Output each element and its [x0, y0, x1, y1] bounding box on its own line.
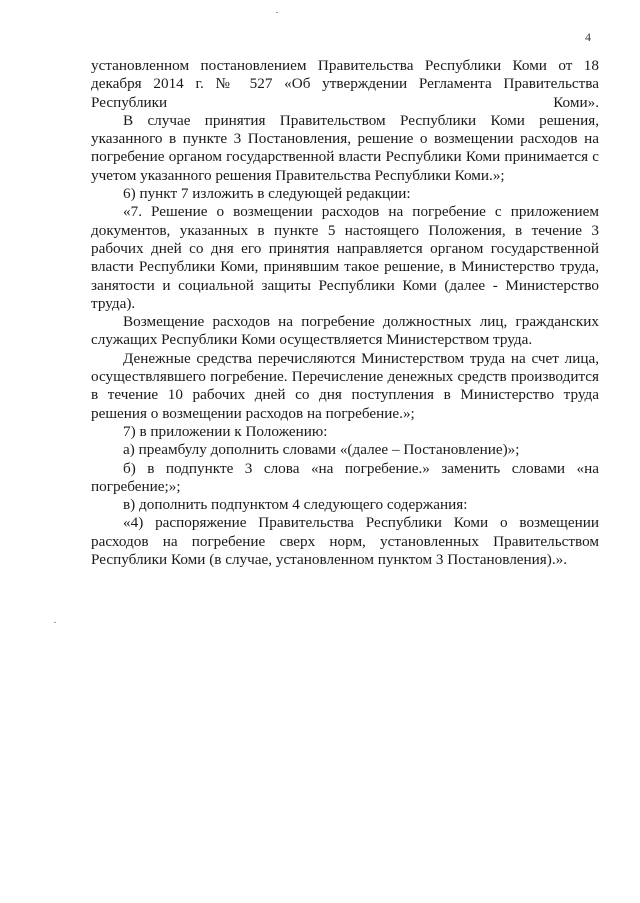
paragraph-reimbursement: Возмещение расходов на погребение должностных лиц, гражданских служащих Республики Коми осуществляется Министерством труда. — [91, 313, 599, 349]
paragraph-item-6: 6) пункт 7 изложить в следующей редакции: — [123, 185, 411, 203]
paragraph-item-7: 7) в приложении к Положению: — [123, 422, 328, 440]
page-number: 4 — [585, 30, 591, 44]
paragraph-subitem-v: в) дополнить подпунктом 4 следующего содержания: — [123, 496, 468, 514]
scan-speck — [276, 12, 278, 13]
paragraph-funds-transfer: Денежные средства перечисляются Министерством труда на счет лица, осуществлявшего погребение. Перечисление денежных средств производится в течение 10 рабочих дней со дня поступления в Министерство труда решения о возмещении расходов на погребение.»; — [91, 349, 599, 422]
scan-speck — [54, 622, 56, 623]
paragraph-subitem-b: б) в подпункте 3 слова «на погребение.» заменить словами «на погребение;»; — [91, 459, 599, 495]
paragraph-subitem-4: «4) распоряжение Правительства Республики Коми о возмещении расходов на погребение сверх норм, установленных Правительством Республики Коми (в случае, установленном пунктом 3 Постановления).». — [91, 514, 599, 569]
paragraph-government-decision: В случае принятия Правительством Республики Коми решения, указанного в пункте 3 Постановления, решение о возмещении расходов на погребение органом государственной власти Республики Коми принимается с учетом указанного решения Правительства Республики Коми.»; — [91, 111, 599, 184]
paragraph-continuation: установленном постановлением Правительства Республики Коми от 18 декабря 2014 г. № 527 «Об утверждении Регламента Правительства Республики Коми». — [91, 57, 599, 111]
paragraph-subitem-a: а) преамбулу дополнить словами «(далее – Постановление)»; — [123, 441, 520, 459]
paragraph-clause-7: «7. Решение о возмещении расходов на погребение с приложением документов, указанных в пункте 5 настоящего Положения, в течение 3 рабочих дней со дня его принятия направляется органом государственной власти Республики Коми, принявшим такое решение, в Министерство труда, занятости и социальной защиты Республики Коми (далее - Министерство труда). — [91, 203, 599, 312]
document-body — [91, 57, 599, 569]
